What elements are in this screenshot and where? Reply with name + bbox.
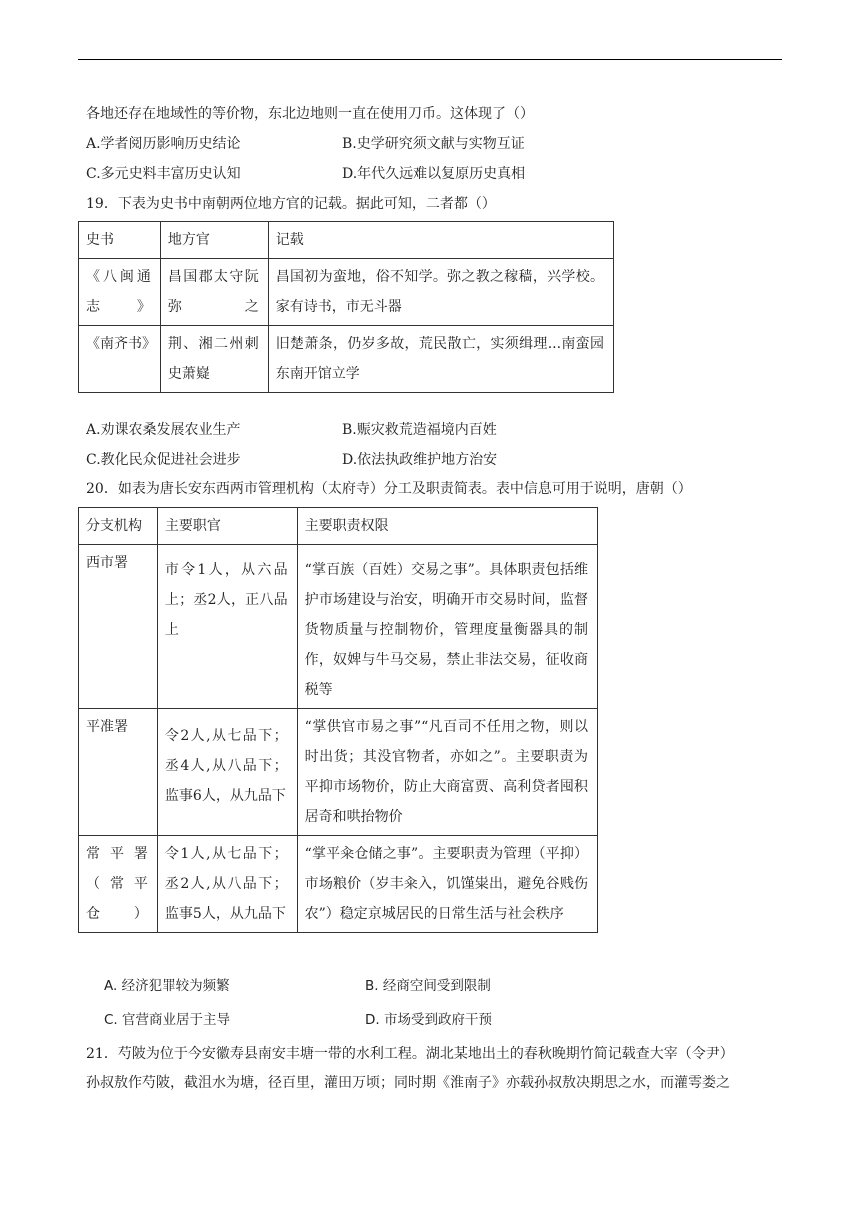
duties-cell: “掌供官市易之事”“凡百司不任用之物，则以时出货；其没官物者，亦如之”。主要职责为平抑市场物价，防止大商富贾、高利贷者囤积居奇和哄抬物价 (297, 709, 597, 836)
q20-option-c[interactable]: C. 官营商业居于主导 (104, 1012, 231, 1028)
q19-option-d[interactable]: D.依法执政维护地方治安 (342, 452, 498, 468)
branch-cell: 平准署 (79, 709, 158, 836)
record-cell: 旧楚萧条，仍岁多故，荒民散亡，实须缉理...南蛮园东南开馆立学 (268, 326, 613, 393)
q19-table (78, 221, 614, 393)
q19-option-a[interactable]: A.劝课农桑发展农业生产 (86, 422, 241, 438)
q18-option-b[interactable]: B.史学研究须文献与实物互证 (342, 136, 525, 152)
book-cell: 《八闽通志》 (79, 259, 161, 326)
header-cell: 主要职责权限 (297, 508, 597, 545)
q18-option-a[interactable]: A.学者阅历影响历史结论 (86, 136, 241, 152)
q19-option-b[interactable]: B.赈灾救荒造福境内百姓 (342, 422, 497, 438)
branch-cell: 常平署（常平仓） (79, 836, 158, 933)
record-cell: 昌国初为蛮地，俗不知学。弥之教之稼穑，兴学校。家有诗书，市无斗器 (268, 259, 613, 326)
table-header-row (79, 222, 614, 259)
duties-cell: “掌平籴仓储之事”。主要职责为管理（平抑）市场粮价（岁丰籴入，饥馑粜出，避免谷贱伤农”）稳定京城居民的日常生活与社会秩序 (297, 836, 597, 933)
header-cell: 史书 (79, 222, 161, 259)
officials-cell: 市令1人，从六品上；丞2人，正八品上 (157, 545, 297, 709)
header-cell: 分支机构 (79, 508, 158, 545)
official-cell: 荆、湘二州刺史萧嶷 (160, 326, 268, 393)
q20-table (78, 507, 598, 933)
q20-option-b[interactable]: B. 经商空间受到限制 (365, 978, 491, 994)
header-cell: 地方官 (160, 222, 268, 259)
q20-option-a[interactable]: A. 经济犯罪较为频繁 (104, 978, 230, 994)
q21-line-2: 孙叔敖作芍陂，截沮水为塘，径百里，灌田万顷；同时期《淮南子》亦载孙叔敖决期思之水，而灌雩娄之 (86, 1075, 730, 1091)
q20-stem: 20．如表为唐长安东西两市管理机构（太府寺）分工及职责简表。表中信息可用于说明，唐朝（） (86, 481, 692, 497)
table-row (79, 326, 614, 393)
q20-option-d[interactable]: D. 市场受到政府干预 (365, 1012, 492, 1028)
table-row (79, 545, 598, 709)
officials-cell: 令1人,从七品下；丞2人,从八品下；监事5人，从九品下 (157, 836, 297, 933)
table-row (79, 259, 614, 326)
q18-option-d[interactable]: D.年代久远难以复原历史真相 (342, 166, 526, 182)
officials-cell: 令2人,从七品下；丞4人,从八品下；监事6人，从九品下 (157, 709, 297, 836)
q19-stem: 19．下表为史书中南朝两位地方官的记载。据此可知，二者都（） (86, 196, 496, 212)
header-cell: 主要职官 (157, 508, 297, 545)
q18-option-c[interactable]: C.多元史料丰富历史认知 (86, 166, 241, 182)
q18-stem-tail: 各地还存在地域性的等价物，东北边地则一直在使用刀币。这体现了（） (86, 106, 534, 122)
branch-cell: 西市署 (79, 545, 158, 709)
duties-cell: “掌百族（百姓）交易之事”。具体职责包括维护市场建设与治安，明确开市交易时间，监督货物质量与控制物价，管理度量衡器具的制作，奴婢与牛马交易，禁止非法交易，征收商税等 (297, 545, 597, 709)
q19-option-c[interactable]: C.教化民众促进社会进步 (86, 452, 241, 468)
header-cell: 记载 (268, 222, 613, 259)
table-header-row (79, 508, 598, 545)
book-cell: 《南齐书》 (79, 326, 161, 393)
q21-line-1: 21．芍陂为位于今安徽寿县南安丰塘一带的水利工程。湖北某地出土的春秋晚期竹简记载查大宰（令尹） (86, 1046, 734, 1062)
header-rule (78, 59, 782, 60)
official-cell: 昌国郡太守阮弥之 (160, 259, 268, 326)
table-row (79, 836, 598, 933)
table-row (79, 709, 598, 836)
